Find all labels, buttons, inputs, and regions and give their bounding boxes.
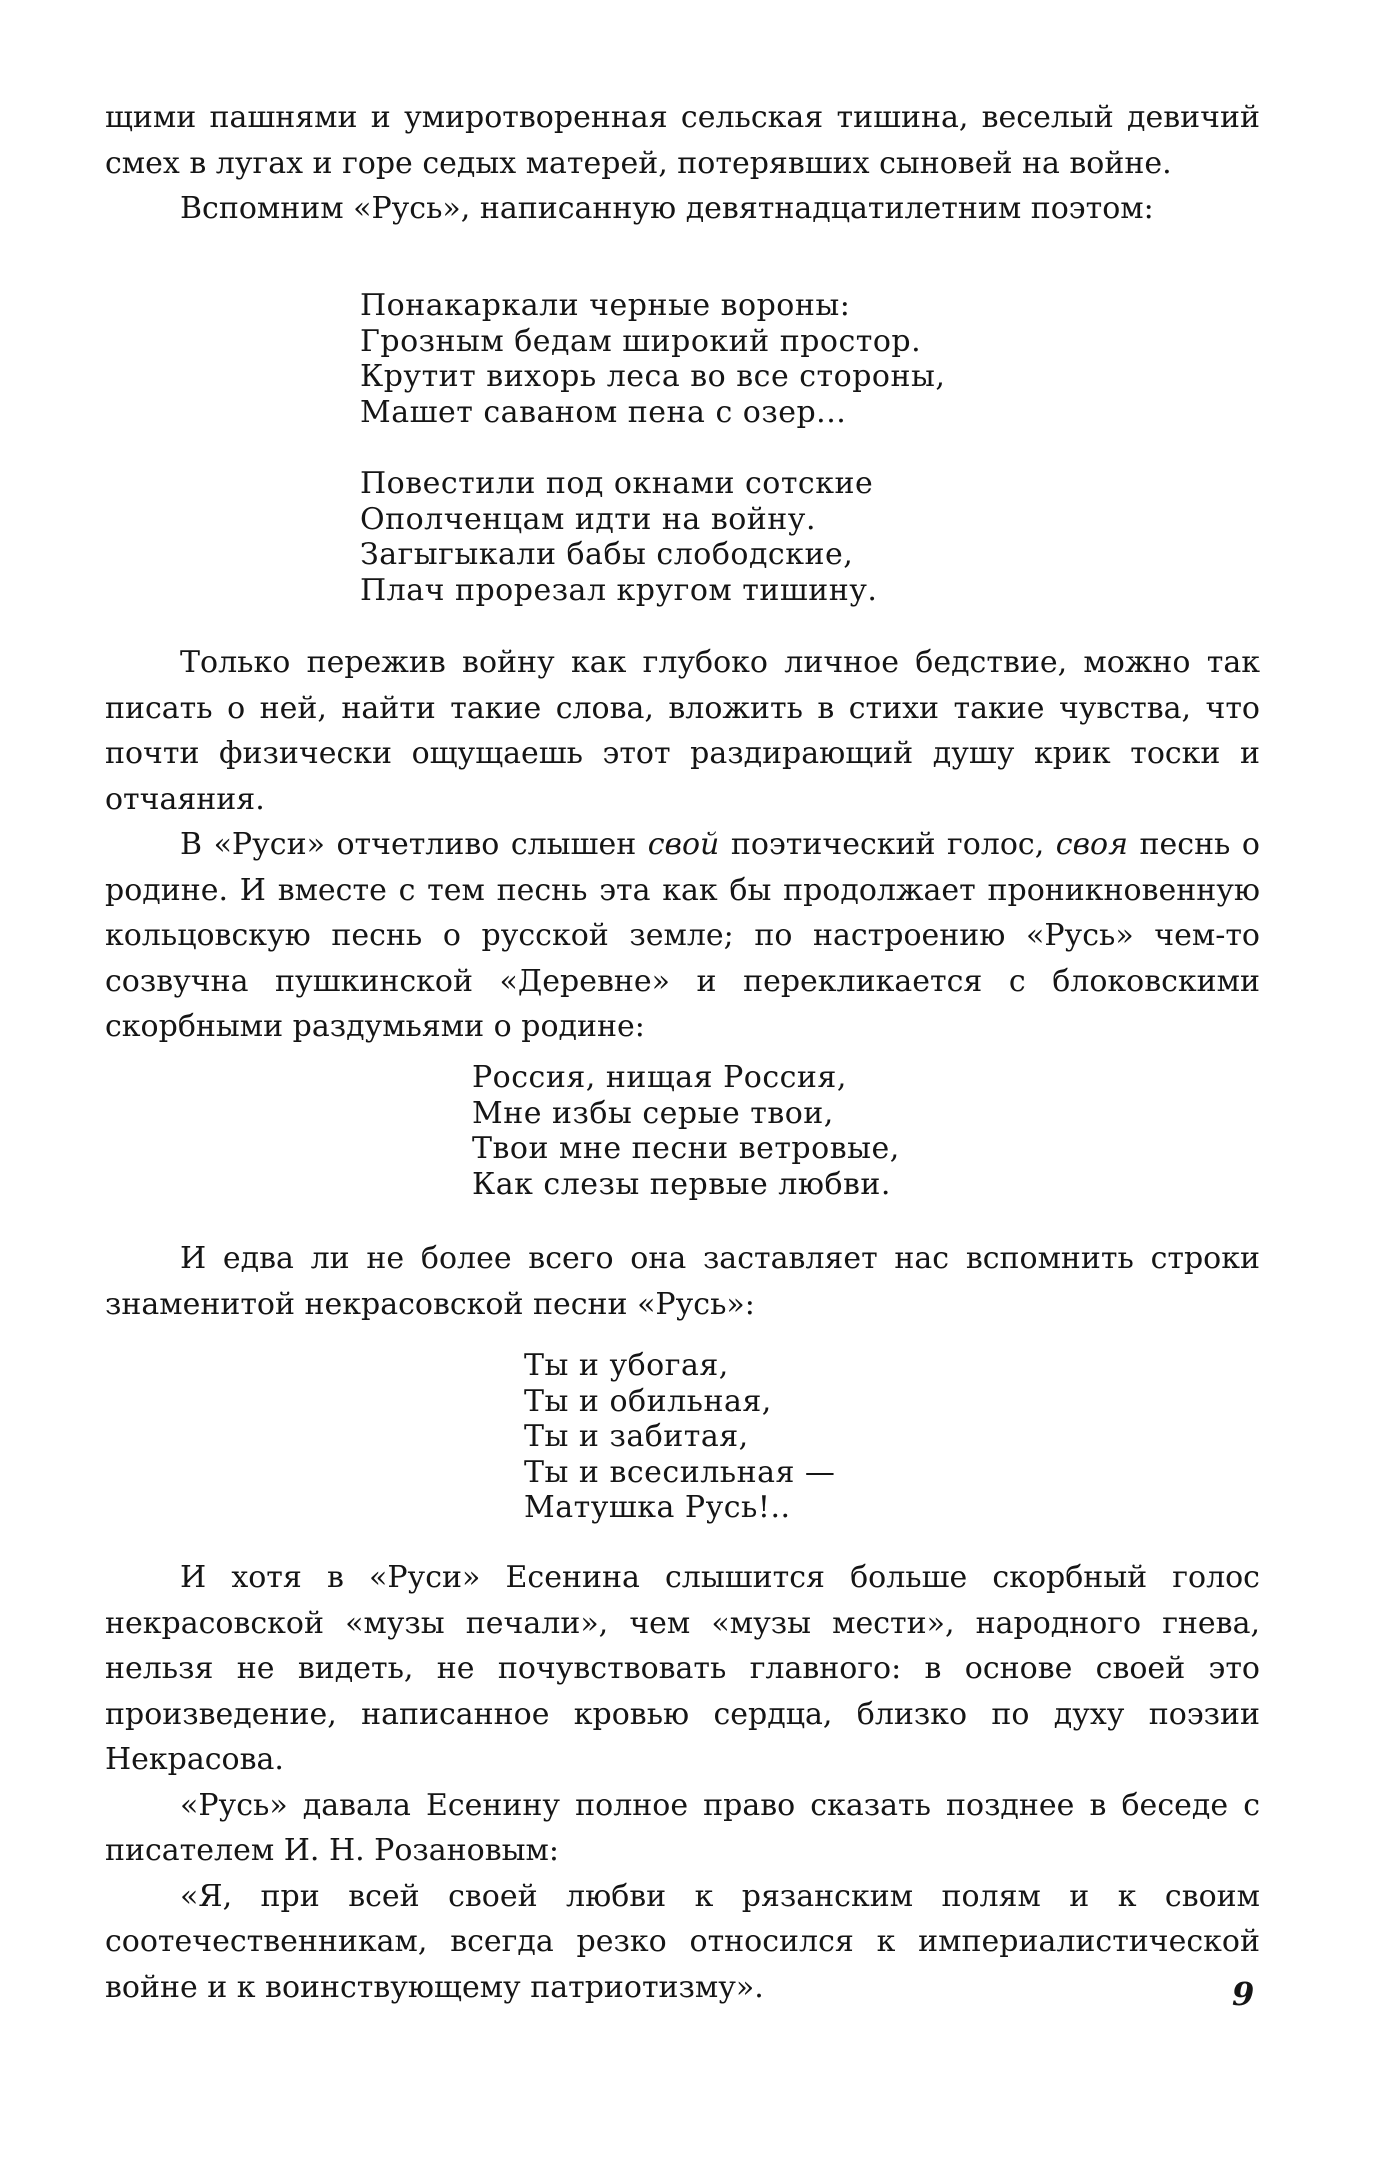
paragraph-block-4 (105, 1555, 1260, 2010)
poem-line: Ты и забитая, (524, 1419, 749, 1454)
paragraph: В «Руси» отчетливо слышен свой поэтический голос, своя песнь о родине. И вместе с тем песнь эта как бы продолжает проникновенную кольцовскую песнь о русской земле; по настроению «Русь» чем-то созвучна пушкинской «Деревне» и перекликается с блоковскими скорбными раздумьями о родине: (105, 827, 1260, 1044)
paragraph: И едва ли не более всего она заставляет нас вспомнить строки знаменитой некрасовской песни «Русь»: (105, 1241, 1260, 1322)
page-number: 9 (1232, 1975, 1255, 2013)
poem-line: Понакаркали черные вороны: (360, 288, 851, 323)
poem-line: Ты и всесильная — (524, 1454, 836, 1490)
poem-rus (360, 288, 945, 608)
poem-line: Загыгыкали бабы слободские, (360, 537, 854, 572)
poem-line: Крутит вихорь леса во все стороны, (360, 359, 946, 394)
poem-line: Мне избы серые твои, (472, 1095, 834, 1131)
poem-blok (472, 1060, 900, 1202)
poem-line: Как слезы первые любви. (472, 1166, 891, 1202)
poem-nekrasov (524, 1348, 835, 1526)
poem-line: Повестили под окнами сотские (360, 466, 874, 501)
poem-line: Ополченцам идти на войну. (360, 501, 816, 537)
paragraph: «Я, при всей своей любви к рязанским полям и к своим соотечественникам, всегда резко относился к империалистической войне и к воинствующему патриотизму». (105, 1878, 1260, 2005)
paragraph: щими пашнями и умиротворенная сельская тишина, веселый девичий смех в лугах и горе седых матерей, потерявших сыновей на войне. (105, 100, 1260, 181)
paragraph-block-1 (105, 95, 1260, 232)
paragraph: И хотя в «Руси» Есенина слышится больше скорбный голос некрасовской «музы печали», чем «музы мести», народного гнева, нельзя не видеть, не почувствовать главного: в основе своей это произведение, написанное кровью сердца, близко по духу поэзии Некрасова. (105, 1560, 1260, 1777)
paragraph: Только пережив войну как глубоко личное бедствие, можно так писать о ней, найти такие слова, вложить в стихи такие чувства, что почти физически ощущаешь этот раздирающий душу крик тоски и отчаяния. (105, 645, 1260, 817)
poem-line: Ты и обильная, (524, 1383, 772, 1419)
paragraph: Вспомним «Русь», написанную девятнадцатилетним поэтом: (180, 191, 1154, 226)
poem-line: Россия, нищая Россия, (472, 1060, 847, 1095)
paragraph-block-2 (105, 640, 1260, 1050)
poem-line: Твои мне песни ветровые, (472, 1131, 900, 1166)
poem-line: Плач прорезал кругом тишину. (360, 572, 878, 608)
paragraph-block-3 (105, 1236, 1260, 1327)
poem-line: Матушка Русь!.. (524, 1490, 791, 1525)
poem-line: Машет саваном пена с озер... (360, 394, 847, 430)
poem-line: Грозным бедам широкий простор. (360, 323, 922, 359)
poem-line: Ты и убогая, (524, 1348, 729, 1383)
paragraph: «Русь» давала Есенину полное право сказать позднее в беседе с писателем И. Н. Розановым: (105, 1787, 1260, 1868)
